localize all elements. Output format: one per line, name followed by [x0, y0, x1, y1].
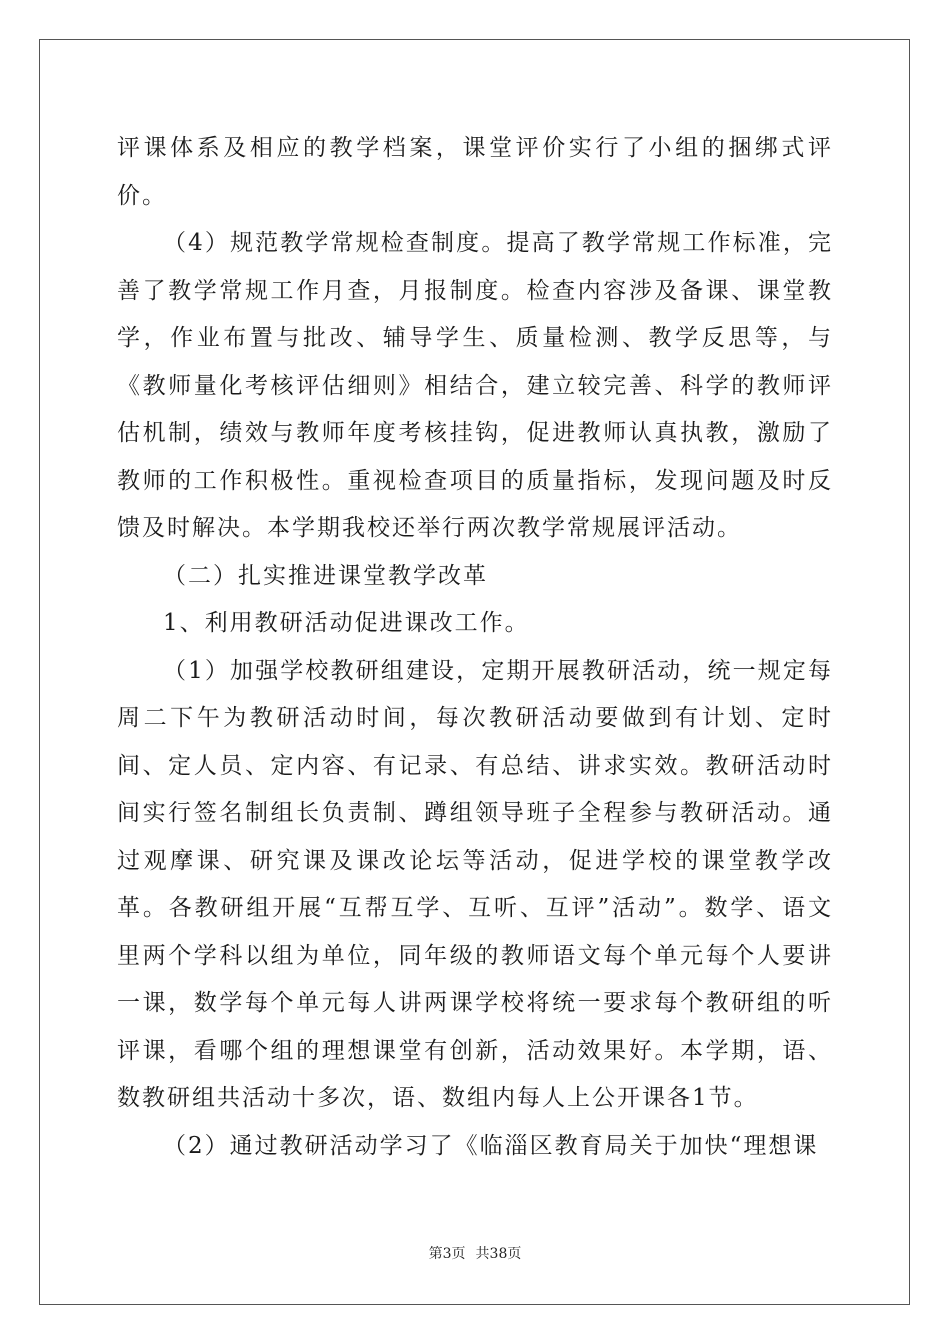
- paragraph-continuation: 评课体系及相应的教学档案，课堂评价实行了小组的捆绑式评价。: [117, 135, 833, 209]
- page-footer: [0, 1243, 950, 1263]
- subsection-heading: 1、利用教研活动促进课改工作。: [163, 610, 530, 636]
- document-body: [117, 125, 833, 1170]
- page-total: 共38页: [475, 1246, 522, 1262]
- paragraph-item-2: （2）通过教研活动学习了《临淄区教育局关于加快“理想课: [163, 1132, 819, 1159]
- paragraph-item-4: （4）规范教学常规检查制度。提高了教学常规工作标准，完善了教学常规工作月查，月报制度。检查内容涉及备课、课堂教学，作业布置与批改、辅导学生、质量检测、教学反思等，与《教师量化考核评估细则》相结合，建立较完善、科学的教师评估机制，绩效与教师年度考核挂钩，促进教师认真执教，激励了教师的工作积极性。重视检查项目的质量指标，发现问题及时反馈及时解决。本学期我校还举行两次教学常规展评活动。: [117, 230, 833, 541]
- section-heading: （二）扎实推进课堂教学改革: [163, 562, 488, 589]
- paragraph-item-1: （1）加强学校教研组建设，定期开展教研活动，统一规定每周二下午为教研活动时间，每次教研活动要做到有计划、定时间、定人员、定内容、有记录、有总结、讲求实效。教研活动时间实行签名制组长负责制、蹲组领导班子全程参与教研活动。通过观摩课、研究课及课改论坛等活动，促进学校的课堂教学改革。各教研组开展“互帮互学、互听、互评”活动”。数学、语文里两个学科以组为单位，同年级的教师语文每个单元每个人要讲一课，数学每个单元每人讲两课学校将统一要求每个教研组的听评课，看哪个组的理想课堂有创新，活动效果好。本学期，语、数教研组共活动十多次，语、数组内每人上公开课各1节。: [117, 657, 833, 1111]
- page-number: 第3页: [428, 1246, 466, 1262]
